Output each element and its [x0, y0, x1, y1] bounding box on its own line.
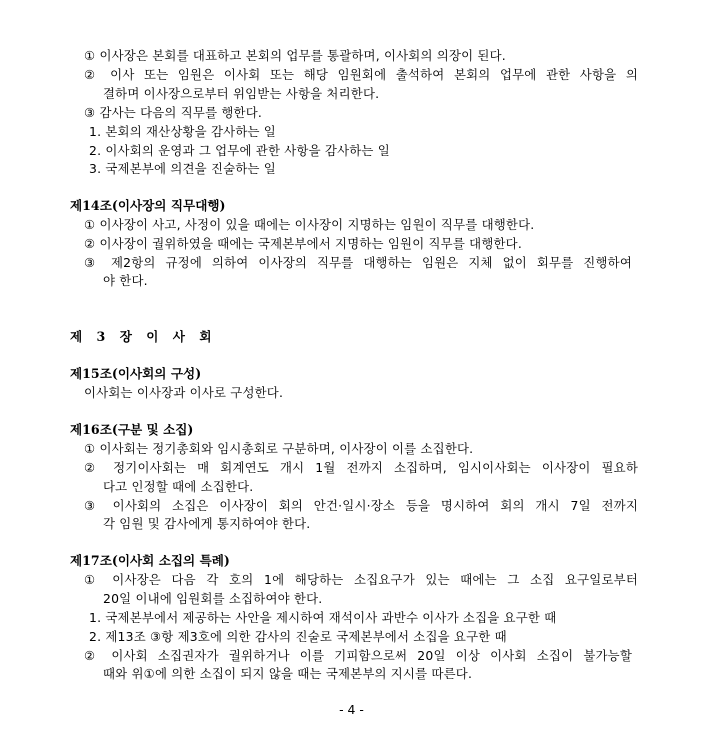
article13-item1: 1. 본회의 재산상황을 감사하는 일 [89, 124, 276, 139]
page-number: - 4 - [339, 702, 364, 717]
article17-title: 제17조(이사회 소집의 특례) [70, 553, 230, 568]
article14-title: 제14조(이사장의 직무대행) [70, 198, 226, 213]
article15-body: 이사회는 이사장과 이사로 구성한다. [84, 385, 284, 400]
article16-title: 제16조(구분 및 소집) [70, 422, 194, 437]
article14-para1: ① 이사장이 사고, 사정이 있을 때에는 이사장이 지명하는 임원이 직무를 대행한다. [84, 217, 535, 232]
article17-para2-line1: ② 이사회 소집권자가 궐위하거나 이를 기피함으로써 20일 이상 이사회 소집이 불가능할 [84, 648, 632, 663]
article17-para1-line1: ① 이사장은 다음 각 호의 1에 해당하는 소집요구가 있는 때에는 그 소집 요구일로부터 [84, 572, 638, 587]
article16-para2-line1: ② 정기이사회는 매 회계연도 개시 1월 전까지 소집하며, 임시이사회는 이사장이 필요하 [84, 460, 638, 475]
article13-para3: ③ 감사는 다음의 직무를 행한다. [84, 105, 263, 120]
article16-para2-line2: 다고 인정할 때에 소집한다. [103, 479, 254, 494]
article17-item2: 2. 제13조 ③항 제3호에 의한 감사의 진술로 국제본부에서 소집을 요구한 때 [89, 629, 507, 644]
article16-para3-line1: ③ 이사회의 소집은 이사장이 회의 안건·일시·장소 등을 명시하여 회의 개시 7일 전까지 [84, 498, 638, 513]
article13-para2-line2: 결하며 이사장으로부터 위임받는 사항을 처리한다. [103, 86, 380, 101]
article13-para1: ① 이사장은 본회를 대표하고 본회의 업무를 통괄하며, 이사회의 의장이 된다. [84, 48, 506, 63]
article16-para3-line2: 각 임원 및 감사에게 통지하여야 한다. [103, 516, 311, 531]
article14-para3-line2: 야 한다. [103, 273, 148, 288]
article17-para1-line2: 20일 이내에 임원회를 소집하여야 한다. [103, 591, 323, 606]
article13-item3: 3. 국제본부에 의견을 진술하는 일 [89, 161, 276, 176]
article15-title: 제15조(이사회의 구성) [70, 366, 202, 381]
article17-para2-line2: 때와 위①에 의한 소집이 되지 않을 때는 국제본부의 지시를 따른다. [103, 666, 473, 681]
article14-para3-line1: ③ 제2항의 규정에 의하여 이사장의 직무를 대행하는 임원은 지체 없이 회무를 진행하여 [84, 255, 632, 270]
article17-item1: 1. 국제본부에서 제공하는 사안을 제시하여 재석이사 과반수 이사가 소집을 요구한 때 [89, 610, 557, 625]
article13-item2: 2. 이사회의 운영과 그 업무에 관한 사항을 감사하는 일 [89, 143, 390, 158]
chapter3-title: 제 3 장 이 사 회 [70, 329, 212, 344]
article14-para2: ② 이사장이 궐위하였을 때에는 국제본부에서 지명하는 임원이 직무를 대행한다. [84, 236, 522, 251]
article13-para2-line1: ② 이사 또는 임원은 이사회 또는 해당 임원회에 출석하여 본회의 업무에 관한 사항을 의 [84, 67, 638, 82]
article16-para1: ① 이사회는 정기총회와 임시총회로 구분하며, 이사장이 이를 소집한다. [84, 441, 474, 456]
